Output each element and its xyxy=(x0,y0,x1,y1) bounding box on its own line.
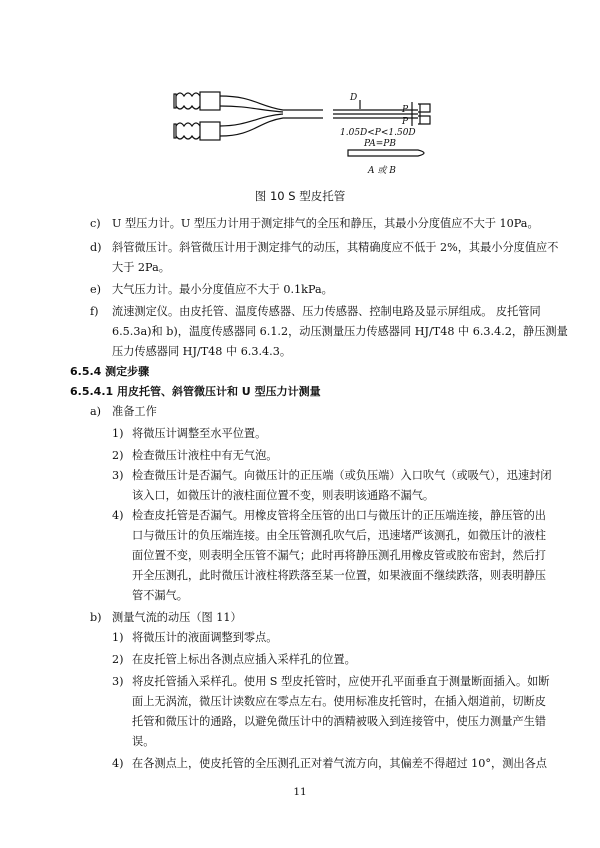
prep-step-3-text-1: 检查微压计是否漏气。向微压计的正压端（或负压端）入口吹气（或吸气），迅速封闭 xyxy=(132,469,552,482)
measure-label: b) xyxy=(90,611,102,624)
prep-step-4-text-4: 开全压测孔，此时微压计液柱将跌落至某一位置，如果液面不继续跌落，则表明静压 xyxy=(132,569,546,582)
section-6-5-4-1-heading: 6.5.4.1 用皮托管、斜管微压计和 U 型压力计测量 xyxy=(70,385,321,398)
item-d-text-2: 大于 2Pa。 xyxy=(112,261,170,274)
item-c-text: U 型压力计。U 型压力计用于测定排气的全压和静压，其最小分度值应不大于 10Pa。 xyxy=(112,217,539,230)
item-f-label: f) xyxy=(90,305,99,318)
item-f-text-2: 6.5.3a)和 b)，温度传感器同 6.1.2，动压测量压力传感器同 HJ/T48 中 6.3.4.2，静压测量 xyxy=(112,325,568,338)
figure-caption: 图 10 S 型皮托管 xyxy=(254,189,346,203)
measure-step-3-text-3: 托管和微压计的通路，以避免微压计中的酒精被吸入到连接管中，使压力测量产生错 xyxy=(132,715,546,728)
prep-step-2-label: 2) xyxy=(112,449,124,462)
item-f-text-3: 压力传感器同 HJ/T48 中 6.3.4.3。 xyxy=(112,345,292,358)
figure-label-ab: A 或 B xyxy=(368,166,396,176)
measure-step-3-text-1: 将皮托管插入采样孔。使用 S 型皮托管时，应使开孔平面垂直于测量断面插入。如断 xyxy=(132,675,550,688)
prep-step-2-text: 检查微压计液柱中有无气泡。 xyxy=(132,449,278,462)
prep-step-3-text-2: 该入口，如微压计的液柱面位置不变，则表明该通路不漏气。 xyxy=(132,489,435,502)
measure-title: 测量气流的动压（图 11） xyxy=(112,611,242,624)
item-f-text-1: 流速测定仪。由皮托管、温度传感器、压力传感器、控制电路及显示屏组成。 皮托管同 xyxy=(112,305,541,318)
measure-step-2-text: 在皮托管上标出各测点应插入采样孔的位置。 xyxy=(132,653,356,666)
measure-step-1-text: 将微压计的液面调整到零点。 xyxy=(132,631,278,644)
item-d-label: d) xyxy=(90,241,102,254)
prep-step-4-text-3: 面位置不变，则表明全压管不漏气；此时再将静压测孔用橡皮管或胶布密封，然后打 xyxy=(132,549,546,562)
prep-title: 准备工作 xyxy=(112,405,157,418)
measure-step-3-text-4: 误。 xyxy=(132,735,155,748)
prep-step-4-text-1: 检查皮托管是否漏气。用橡皮管将全压管的出口与微压计的正压端连接，静压管的出 xyxy=(132,509,546,522)
figure-label-p1: P xyxy=(402,105,409,115)
item-e-text: 大气压力计。最小分度值应不大于 0.1kPa。 xyxy=(112,283,333,296)
prep-step-4-label: 4) xyxy=(112,509,124,522)
prep-step-4-text-5: 管不漏气。 xyxy=(132,589,188,602)
measure-step-4-text-1: 在各测点上，使皮托管的全压测孔正对着气流方向，其偏差不得超过 10°，测出各点 xyxy=(132,757,547,770)
item-c-label: c) xyxy=(90,217,101,230)
measure-step-2-label: 2) xyxy=(112,653,124,666)
measure-step-1-label: 1) xyxy=(112,631,124,644)
prep-step-3-label: 3) xyxy=(112,469,124,482)
s-type-pitot-tube-figure xyxy=(168,78,438,178)
prep-step-1-text: 将微压计调整至水平位置。 xyxy=(132,427,267,440)
section-6-5-4-heading: 6.5.4 测定步骤 xyxy=(70,365,150,378)
figure-label-d: D xyxy=(350,93,358,103)
page-number: 11 xyxy=(293,786,307,798)
measure-step-3-text-2: 面上无涡流，微压计读数应在零点左右。使用标准皮托管时，在插入烟道前，切断皮 xyxy=(132,695,546,708)
prep-step-4-text-2: 口与微压计的负压端连接。由全压管测孔吹气后，迅速堵严该测孔，如微压计的液柱 xyxy=(132,529,546,542)
figure-label-equal: PA=PB xyxy=(364,139,396,149)
measure-step-4-label: 4) xyxy=(112,757,124,770)
item-d-text-1: 斜管微压计。斜管微压计用于测定排气的动压，其精确度应不低于 2%，其最小分度值应不 xyxy=(112,241,559,254)
figure-label-ratio: 1.05D<P<1.50D xyxy=(340,128,416,138)
item-e-label: e) xyxy=(90,283,101,296)
prep-step-1-label: 1) xyxy=(112,427,124,440)
measure-step-3-label: 3) xyxy=(112,675,124,688)
figure-label-p2: P xyxy=(402,117,409,127)
prep-label: a) xyxy=(90,405,102,418)
